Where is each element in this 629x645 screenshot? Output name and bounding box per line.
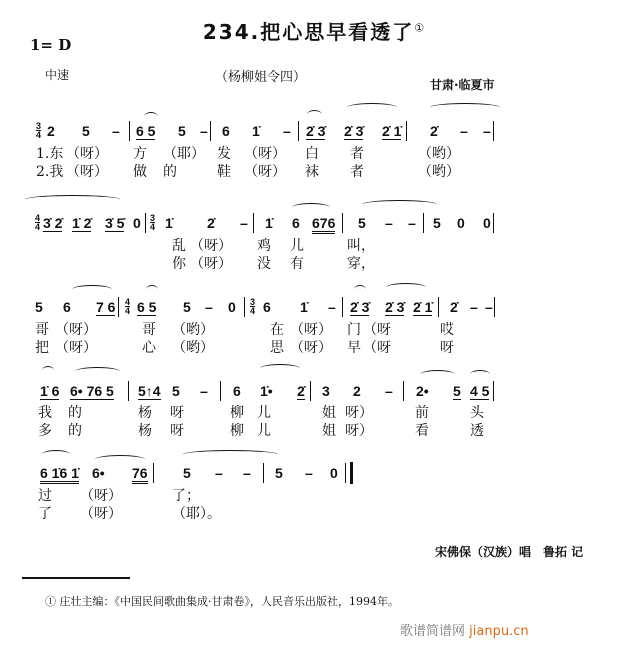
lyric-verse-2: 杨 — [138, 423, 152, 439]
note: 5 — [358, 215, 366, 231]
lyric-verse-2: 柳 — [230, 423, 244, 439]
slur — [75, 367, 120, 376]
lyric-verse-2: （呀） — [66, 164, 108, 180]
barline — [403, 381, 404, 401]
note: 2 — [47, 123, 55, 139]
lyric-verse-1: 柳 — [230, 405, 244, 421]
note: 6 — [63, 299, 71, 315]
lyric-verse-1: （呀 — [363, 322, 391, 338]
slur — [420, 370, 455, 379]
note: 3 — [322, 383, 330, 399]
note: 2̇ 3̇ — [350, 299, 370, 315]
tune-name: （杨柳姐令四） — [215, 70, 307, 85]
barline — [210, 121, 211, 141]
note: 7 6 — [96, 299, 116, 315]
barline — [493, 213, 494, 233]
lyric-verse-2: 姐 — [322, 423, 336, 439]
lyric-verse-1: 儿 — [290, 238, 304, 254]
note: – — [305, 465, 313, 481]
lyric-verse-1: （哟） — [418, 146, 460, 162]
lyric-verse-2: 的 — [163, 164, 177, 180]
lyric-verse-1: 杨 — [138, 405, 152, 421]
lyric-verse-2: 多 — [38, 423, 52, 439]
note: – — [283, 123, 291, 139]
slur — [42, 366, 54, 375]
lyric-verse-2: 2.我 — [36, 164, 64, 180]
note: 1̇ — [252, 123, 260, 139]
note: 1̇ 2̇ — [72, 215, 92, 231]
note: 1̇ 6 — [40, 383, 60, 399]
note: – — [470, 299, 478, 315]
note: 676 — [312, 215, 335, 234]
note: 5 — [35, 299, 43, 315]
barline — [493, 381, 494, 401]
barline — [310, 381, 311, 401]
slur — [430, 103, 500, 112]
note: – — [243, 465, 251, 481]
time-signature-digit: 4 — [125, 306, 131, 316]
note: 2̇ 3̇ — [385, 299, 405, 315]
slur — [25, 195, 120, 204]
note: – — [112, 123, 120, 139]
lyric-verse-1: 门 — [347, 322, 361, 338]
note: 5 — [275, 465, 283, 481]
lyric-verse-1: 在 — [270, 322, 284, 338]
barline — [423, 213, 424, 233]
note: 5 — [82, 123, 90, 139]
note: 2̇ 3̇ — [344, 123, 364, 139]
time-signature — [125, 298, 130, 315]
lyric-verse-1: 前 — [415, 405, 429, 421]
note: 2̇ 1̇ — [413, 299, 433, 315]
time-signature-digit: 4 — [125, 297, 131, 307]
origin-location: 甘肃·临夏市 — [430, 78, 495, 92]
watermark-en: jianpu.cn — [469, 624, 529, 639]
lyric-verse-2: （呀） — [244, 164, 286, 180]
lyric-verse-2: （呀） — [80, 506, 122, 522]
note: 6• — [92, 465, 105, 481]
lyric-verse-2: 你 — [172, 256, 186, 272]
note: 6 1̇6 1̇ — [40, 465, 79, 484]
note: 6 5 — [137, 299, 157, 315]
note: – — [200, 383, 208, 399]
song-title — [0, 16, 629, 45]
lyric-verse-2: 儿 — [257, 423, 271, 439]
lyric-verse-1: 呀） — [345, 405, 373, 421]
note: – — [215, 465, 223, 481]
lyric-verse-2: 呀 — [170, 423, 184, 439]
lyric-verse-2: 穿， — [347, 256, 375, 272]
lyric-verse-2: （哟） — [418, 164, 460, 180]
barline — [129, 121, 130, 141]
lyric-verse-2: （哟） — [172, 340, 214, 356]
time-signature — [150, 214, 155, 231]
time-signature-digit: 4 — [35, 213, 41, 223]
lyric-verse-1: 呀 — [170, 405, 184, 421]
lyric-verse-1: 的 — [68, 405, 82, 421]
barline — [493, 121, 494, 141]
time-signature-digit: 4 — [250, 306, 256, 316]
lyric-verse-2: 做 — [133, 164, 147, 180]
barline — [118, 297, 119, 317]
barline — [345, 463, 346, 483]
slur — [307, 110, 322, 119]
lyric-verse-1: 白 — [305, 146, 319, 162]
note: 76 — [132, 465, 148, 484]
note: – — [460, 123, 468, 139]
lyric-verse-2: 者 — [350, 164, 364, 180]
time-signature — [250, 298, 255, 315]
note: 2̇ 1̇ — [382, 123, 402, 139]
note: – — [485, 299, 493, 315]
note: – — [385, 383, 393, 399]
lyric-verse-2: 把 — [35, 340, 49, 356]
note: 6• 76 5 — [70, 383, 114, 399]
lyric-verse-2: （耶）。 — [172, 506, 221, 522]
lyric-verse-1: （呀） — [244, 146, 286, 162]
attribution: 宋佛保（汉族）唱 鲁拓 记 — [435, 545, 584, 559]
note: 4 5 — [470, 383, 490, 399]
lyric-verse-1: 了； — [172, 488, 200, 504]
slur — [146, 285, 158, 294]
lyric-verse-2: 呀） — [345, 423, 373, 439]
barline — [220, 381, 221, 401]
note: 3̇ 5̇ — [105, 215, 125, 231]
lyric-verse-1: 鸡 — [257, 238, 271, 254]
lyric-verse-2: 看 — [415, 423, 429, 439]
lyric-verse-1: 姐 — [322, 405, 336, 421]
note: 5 — [453, 383, 461, 399]
footnote-divider — [22, 577, 130, 579]
lyric-verse-1: （呀） — [66, 146, 108, 162]
note: 2̇ — [297, 383, 305, 399]
slur — [42, 450, 70, 459]
lyric-verse-2: 了 — [38, 506, 52, 522]
note: – — [205, 299, 213, 315]
note: 1̇ — [165, 215, 173, 231]
final-barline — [350, 462, 353, 484]
note: 2 — [353, 383, 361, 399]
watermark — [400, 620, 529, 639]
barline — [494, 297, 495, 317]
note: 5↑4 — [138, 383, 161, 399]
slur — [470, 370, 490, 379]
note: 2̇ — [207, 215, 215, 231]
note: 5 — [183, 299, 191, 315]
note: 0 — [457, 215, 465, 231]
key-signature: 1= D — [30, 36, 72, 54]
barline — [128, 381, 129, 401]
note: 6 — [292, 215, 300, 231]
barline — [406, 121, 407, 141]
slur — [292, 203, 330, 212]
slur — [95, 455, 145, 464]
lyric-verse-2: 透 — [470, 423, 484, 439]
time-signature-digit: 4 — [35, 222, 41, 232]
barline — [253, 213, 254, 233]
note: 5 — [172, 383, 180, 399]
lyric-verse-2: 鞋 — [217, 164, 231, 180]
slur — [72, 285, 112, 294]
time-signature-digit: 3 — [36, 121, 42, 131]
lyric-verse-1: （呀） — [55, 322, 97, 338]
barline — [438, 297, 439, 317]
note: – — [483, 123, 491, 139]
tempo-marking: 中速 — [45, 68, 70, 82]
lyric-verse-1: 乱 — [172, 238, 186, 254]
footnote: ① 庄壮主编：《中国民间歌曲集成·甘肃卷》，人民音乐出版社，1994年。 — [45, 595, 399, 608]
note: – — [408, 215, 416, 231]
time-signature — [35, 214, 40, 231]
note: 0 — [133, 215, 141, 231]
slur — [183, 450, 278, 459]
lyric-verse-2: （呀） — [190, 256, 232, 272]
lyric-verse-1: 者 — [350, 146, 364, 162]
note: – — [200, 123, 208, 139]
slur — [354, 285, 366, 294]
note: 0 — [228, 299, 236, 315]
lyric-verse-1: 叫， — [347, 238, 375, 254]
note: 0 — [330, 465, 338, 481]
watermark-cn: 歌谱简谱网 — [400, 624, 470, 639]
slur — [260, 364, 300, 373]
note: 2̇ — [430, 123, 438, 139]
barline — [263, 463, 264, 483]
note: 3̇ 2̇ — [43, 215, 63, 231]
note: – — [240, 215, 248, 231]
note: 2̇ — [450, 299, 458, 315]
lyric-verse-2: 有 — [290, 256, 304, 272]
lyric-verse-1: 儿 — [257, 405, 271, 421]
lyric-verse-2: 没 — [257, 256, 271, 272]
lyric-verse-2: 思 — [270, 340, 284, 356]
note: 2• — [416, 383, 429, 399]
lyric-verse-1: （耶） — [163, 146, 205, 162]
time-signature-digit: 4 — [36, 130, 42, 140]
time-signature — [36, 122, 41, 139]
lyric-verse-1: （哟） — [172, 322, 214, 338]
lyric-verse-1: 哎 — [440, 322, 454, 338]
lyric-verse-1: 发 — [217, 146, 231, 162]
note: 1̇• — [260, 383, 273, 399]
title-text: 234.把心思早看透了 — [202, 20, 415, 44]
lyric-verse-2: 的 — [68, 423, 82, 439]
lyric-verse-1: （呀） — [290, 322, 332, 338]
note: – — [385, 215, 393, 231]
note: 5 — [183, 465, 191, 481]
barline — [298, 121, 299, 141]
barline — [342, 297, 343, 317]
lyric-verse-1: （呀） — [190, 238, 232, 254]
lyric-verse-1: 过 — [38, 488, 52, 504]
lyric-verse-1: 哥 — [142, 322, 156, 338]
note: 2̇ 3̇ — [306, 123, 326, 139]
lyric-verse-1: 我 — [38, 405, 52, 421]
footnote-marker: ① — [414, 21, 427, 35]
lyric-verse-1: （呀） — [80, 488, 122, 504]
barline — [244, 297, 245, 317]
slur — [386, 283, 426, 292]
slur — [347, 103, 397, 112]
note: 6 5 — [136, 123, 156, 139]
barline — [153, 463, 154, 483]
lyric-verse-1: 方 — [133, 146, 147, 162]
lyric-verse-2: 早 — [347, 340, 361, 356]
note: 1̇ — [300, 299, 308, 315]
note: 6 — [263, 299, 271, 315]
note: 5 — [433, 215, 441, 231]
note: 6 — [222, 123, 230, 139]
note: 0 — [483, 215, 491, 231]
slur — [362, 200, 437, 209]
lyric-verse-2: 呀 — [440, 340, 454, 356]
note: 6 — [233, 383, 241, 399]
note: 1̇ — [265, 215, 273, 231]
lyric-verse-2: （呀） — [55, 340, 97, 356]
lyric-verse-1: 1.东 — [36, 146, 64, 162]
time-signature-digit: 3 — [250, 297, 256, 307]
lyric-verse-2: （呀 — [363, 340, 391, 356]
lyric-verse-2: 心 — [142, 340, 156, 356]
lyric-verse-1: 哥 — [35, 322, 49, 338]
lyric-verse-2: （呀） — [290, 340, 332, 356]
time-signature-digit: 4 — [150, 222, 156, 232]
note: – — [328, 299, 336, 315]
lyric-verse-1: 头 — [470, 405, 484, 421]
note: 5 — [178, 123, 186, 139]
time-signature-digit: 3 — [150, 213, 156, 223]
barline — [342, 213, 343, 233]
barline — [145, 213, 146, 233]
slur — [144, 112, 158, 121]
lyric-verse-2: 袜 — [305, 164, 319, 180]
